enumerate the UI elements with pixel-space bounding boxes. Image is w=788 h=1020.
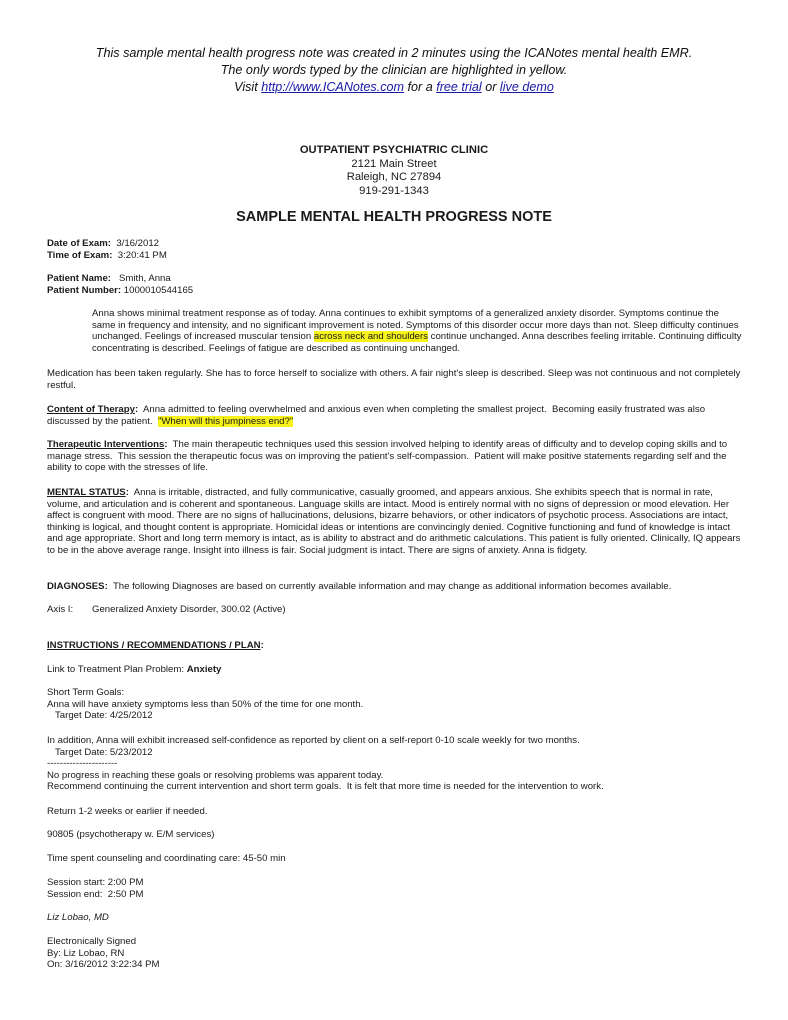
axis-label: Axis I:	[47, 604, 74, 615]
session-start: Session start: 2:00 PM	[47, 877, 144, 888]
intro-line-1: This sample mental health progress note was created in 2 minutes using the ICANotes mental health EMR.	[95, 46, 693, 60]
colon: :	[134, 404, 139, 415]
quote-highlight: "When will this jumpiness end?"	[157, 415, 294, 427]
free-trial-link[interactable]: free trial	[436, 80, 482, 94]
intro-line-2: The only words typed by the clinician are highlighted in yellow.	[220, 63, 568, 77]
plan-heading-text: INSTRUCTIONS / RECOMMENDATIONS / PLAN	[47, 640, 261, 651]
time-spent: Time spent counseling and coordinating care: 45-50 min	[47, 853, 286, 864]
axis-value: Generalized Anxiety Disorder, 300.02 (Active)	[92, 604, 286, 615]
patient-number-label: Patient Number:	[47, 284, 122, 296]
page-title: SAMPLE MENTAL HEALTH PROGRESS NOTE	[236, 209, 552, 225]
progress-text: No progress in reaching these goals or resolving problems was apparent today.	[47, 769, 384, 781]
diagnoses-text: The following Diagnoses are based on currently available information and may change as additional information becomes available.	[107, 581, 672, 592]
colon: :	[260, 640, 264, 651]
colon: :	[125, 487, 129, 498]
live-demo-link[interactable]: live demo	[499, 80, 554, 94]
clinic-street: 2121 Main Street	[351, 157, 437, 170]
summary-text-2: continue unchanged. Anna describes feeling irritable. Continuing difficulty concentrating is described. Feelings of fatigue are described as continuing unchanged.	[92, 331, 742, 354]
clinic-city: Raleigh, NC 27894	[346, 171, 442, 183]
goal-1-target: Target Date: 4/25/2012	[55, 710, 153, 722]
plan-heading	[47, 640, 747, 652]
clinic-header	[0, 144, 788, 198]
colon: :	[164, 439, 168, 450]
clinician-name: Liz Lobao, MD	[47, 912, 109, 923]
signed-text: Electronically Signed	[47, 936, 137, 947]
summary-highlight: across neck and shoulders	[313, 331, 428, 343]
for-a-text: for a	[404, 80, 437, 94]
diagnoses-label: DIAGNOSES:	[47, 581, 108, 592]
short-term-goals	[47, 687, 747, 722]
summary-paragraph	[92, 308, 742, 354]
time-label: Time of Exam:	[47, 249, 113, 261]
billing-code: 90805 (psychotherapy w. E/M services)	[47, 829, 215, 840]
signed-on: On: 3/16/2012 3:22:34 PM	[47, 959, 160, 971]
intro-line-3	[0, 79, 788, 96]
time-value: 3:20:41 PM	[117, 249, 167, 261]
patient-number-value: 1000010544165	[123, 284, 194, 296]
session-times	[47, 877, 747, 900]
mental-status	[47, 487, 747, 557]
patient-info	[47, 273, 193, 296]
therapeutic-interventions	[47, 439, 747, 474]
mental-status-text: Anna is irritable, distracted, and fully communicative, casually groomed, and appears anxious. She exhibits speech that is normal in rate, volume, and articulation and is coherent and spontaneous. Language skills are intact. Mood is entirely normal with no signs of depression or mood elevation. Her affect is congruent with mood. There are no signs of hallucinations, delusions, bizarre behaviors, or other indicators of psychotic process. Associations are intact, thinking is logical, and thought content is appropriate. Homicidal ideas or intentions are convincingly denied. Cognitive functioning and fund of knowledge is intact and age appropriate. Short and long term memory is intact, as is ability to abstract and do arithmetic calculations. This patient is fully oriented. Clinically, IQ appears to be in the above average range. Insight into illness is fair. Social judgment is intact. There are signs of anxiety. Anna is fidgety.	[47, 487, 744, 556]
clinic-name: OUTPATIENT PSYCHIATRIC CLINIC	[299, 144, 489, 156]
treatment-plan-label: Link to Treatment Plan Problem:	[47, 664, 187, 675]
signature-block	[47, 936, 747, 971]
return-text: Return 1-2 weeks or earlier if needed.	[47, 806, 208, 817]
recommend-text: Recommend continuing the current intervention and short term goals. It is felt that more time is needed for the intervention to work.	[47, 781, 604, 793]
goal-2-target: Target Date: 5/23/2012	[55, 746, 153, 758]
goal-1: Anna will have anxiety symptoms less than 50% of the time for one month.	[47, 698, 364, 710]
date-value: 3/16/2012	[116, 238, 160, 249]
mental-status-label: MENTAL STATUS	[47, 487, 126, 498]
goal-2-block	[47, 735, 747, 793]
axis-row	[47, 604, 747, 616]
icanotes-link[interactable]: http://www.ICANotes.com	[261, 80, 405, 94]
content-of-therapy-text: Anna admitted to feeling overwhelmed and anxious even when completing the smallest project. Becoming easily frustrated was also discussed by the patient.	[47, 404, 708, 427]
interventions-label: Therapeutic Interventions	[47, 439, 165, 450]
treatment-plan-value: Anxiety	[186, 664, 222, 675]
separator: ----------------------	[47, 758, 118, 770]
session-end: Session end: 2:50 PM	[47, 888, 144, 900]
patient-name-label: Patient Name:	[47, 273, 111, 284]
intro-banner	[0, 45, 788, 96]
interventions-text: The main therapeutic techniques used this session involved helping to identify areas of difficulty and to develop coping skills and to manage stress. This session the therapeutic focus was on improving the patient's self-compassion. Patient will make positive statements regarding self and the ability to cope with the stresses of life.	[47, 439, 730, 474]
content-of-therapy-label: Content of Therapy	[47, 404, 135, 415]
clinic-phone: 919-291-1343	[359, 184, 429, 197]
date-label: Date of Exam:	[47, 238, 111, 249]
patient-name-value: Smith, Anna	[119, 273, 171, 284]
goal-2: In addition, Anna will exhibit increased self-confidence as reported by client on a self-report 0-10 scale weekly for two months.	[47, 735, 580, 746]
treatment-plan-link	[47, 664, 747, 676]
medication-paragraph: Medication has been taken regularly. She has to force herself to socialize with others. A fair night's sleep is described. Sleep was not continuous and not completely restful.	[47, 368, 741, 391]
summary-text-1: Anna shows minimal treatment response as of today. Anna continues to exhibit symptoms of a generalized anxiety disorder. Symptoms continue the same in frequency and intensity, and no significant improvement is noted. Symptoms of this disorder occur more days than not. Sleep difficulty continues unchanged. Feelings of increased muscular tension	[92, 308, 739, 343]
exam-info	[47, 238, 167, 261]
diagnoses	[47, 581, 747, 593]
stg-label: Short Term Goals:	[47, 687, 125, 698]
content-of-therapy	[47, 404, 747, 427]
signed-by: By: Liz Lobao, RN	[47, 947, 125, 959]
or-text: or	[481, 80, 500, 94]
visit-text: Visit	[234, 80, 262, 94]
